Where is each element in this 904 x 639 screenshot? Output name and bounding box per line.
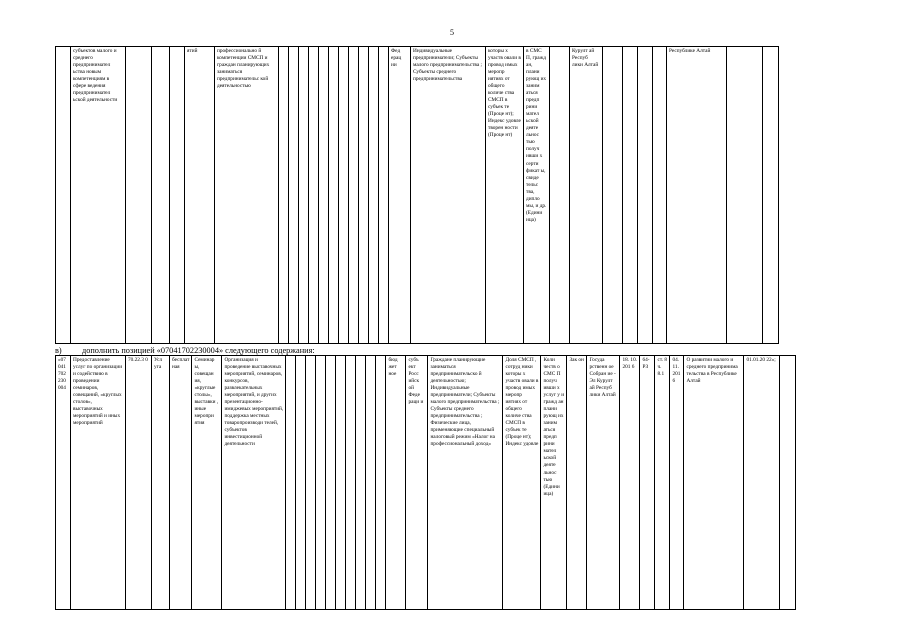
table-cell <box>336 356 346 610</box>
table-cell <box>369 47 379 344</box>
table-cell <box>339 47 349 344</box>
continuation-table <box>55 46 779 344</box>
table-cell <box>638 47 653 344</box>
table-cell: 64- РЗ <box>640 356 655 610</box>
table-cell <box>376 356 386 610</box>
table-cell: ятий <box>185 47 215 344</box>
table-cell <box>306 356 316 610</box>
table-cell: бесплат ная <box>170 356 192 610</box>
table-cell: «07 041 702 230 004 <box>56 356 71 610</box>
table-cell: Доля СМСП , сотруд ники которы х участв овали в провод имых меропр иятиях от общего количе ства СМСП в субъек те (Проце нт); Индекс удовле <box>503 356 541 610</box>
table-cell: Семинар ы, совещан ия, «круглые столы», выставки , иные меропри ятия <box>192 356 222 610</box>
table-cell <box>346 356 356 610</box>
table-cell: Индивидуальные предприниматели; Субъекты малого предпринимательства ; Субъекты среднего предпринимательства <box>411 47 486 344</box>
table-cell: 18. 10. 201 6 <box>620 356 640 610</box>
table-cell: субъ ект Росс ийск ой Феде раци и <box>406 356 428 610</box>
table-cell <box>319 47 329 344</box>
table-row <box>56 356 796 610</box>
table-cell <box>603 47 623 344</box>
table-cell: профессионально й компетенции СМСП и граждан планирующих заниматься предпринимательс кой деятельностью <box>215 47 279 344</box>
heading-text: дополнить позицией «07041702230004» следующего содержания: <box>82 346 315 355</box>
table-cell: которы х участв овали в провод имых меропр иятиях от общего количе ства СМСП в субъек те (Проце нт); Индекс удовле творен ности (Проце нт) <box>486 47 524 344</box>
table-cell: Фед ерац ии <box>389 47 411 344</box>
table-cell <box>170 47 185 344</box>
table-cell: 70.22.3 0 <box>126 356 152 610</box>
table-cell: Курулт ай Респуб лики Алтай <box>570 47 603 344</box>
table-cell <box>316 356 326 610</box>
table-cell <box>286 356 296 610</box>
table-cell: Зак он <box>567 356 587 610</box>
table-cell <box>279 47 289 344</box>
table-cell <box>126 47 152 344</box>
table-cell <box>309 47 319 344</box>
table-cell <box>329 47 339 344</box>
table-cell: 01.01.20 22»; <box>744 356 780 610</box>
table-cell <box>296 356 306 610</box>
table-cell <box>623 47 638 344</box>
new-position-table <box>55 355 796 610</box>
table-cell: Организация и проведение выставочных мероприятий, семинаров, конкурсов, развлекательных мероприятий, и других презентационно-имиджевых мероприятий, поддержка местных товаропроизводи телей, субъектов инвестиционной деятельности <box>222 356 286 610</box>
table-cell <box>780 356 796 610</box>
table-cell <box>152 47 170 344</box>
table-cell: Предоставление услуг по организации и содействию в проведении семинаров, совещаний, «круглых столов», выставочных мероприятий и иных мероприятий <box>71 356 126 610</box>
table-cell <box>299 47 309 344</box>
table-cell: в СМС П, гражд ан, плани рующ их заним аться предп рини мател ьской деяте льнос тью получ ивши х серти фикат ы, свиде тельс тва, дипло мы, и др. (Едини ица) <box>524 47 550 344</box>
table-cell <box>366 356 376 610</box>
table-cell <box>326 356 336 610</box>
table-cell: Республике Алтай <box>667 47 727 344</box>
table-cell <box>727 47 763 344</box>
table-cell <box>359 47 369 344</box>
table-row <box>56 47 779 344</box>
table-cell: 04. 11. 201 6 <box>670 356 684 610</box>
table-cell: ст. 8 ч. 8.1 <box>655 356 670 610</box>
table-cell: О развитии малого и среднего предпринима тельства в Республике Алтай <box>684 356 744 610</box>
table-cell <box>56 47 71 344</box>
table-cell: субъектов малого и среднего предпринимател ьства новым компетенциям в сфере ведения предпринимател ьской деятельности <box>71 47 126 344</box>
table-cell: Коли честв о СМС П получ ивши х услуг у и гражд ан плани рующ их заним аться предп рини мател ьской деяте льнос тью (Едини ица) <box>541 356 567 610</box>
section-heading <box>55 346 875 355</box>
table-cell <box>356 356 366 610</box>
table-cell <box>550 47 570 344</box>
table-cell <box>349 47 359 344</box>
table-cell <box>289 47 299 344</box>
table-cell: бюд жет ное <box>386 356 406 610</box>
table-cell: Граждане планирующие заниматься предпринимательско й деятельностью; Индивидуальные предприниматели; Субъекты малого предпринимательства ; Субъекты среднего предпринимательства ; Физические лица, применяющие специальный налоговый режим «Налог на профессиональный доход» <box>428 356 503 610</box>
table-cell: Госуда рственн ое Собран ие - Эл Курулт ай Респуб лики Алтай <box>587 356 620 610</box>
table-cell <box>379 47 389 344</box>
table-cell: Усл уга <box>152 356 170 610</box>
table-cell <box>763 47 779 344</box>
heading-label: в) <box>55 346 62 355</box>
page-number: 5 <box>450 28 454 37</box>
table-cell <box>653 47 667 344</box>
